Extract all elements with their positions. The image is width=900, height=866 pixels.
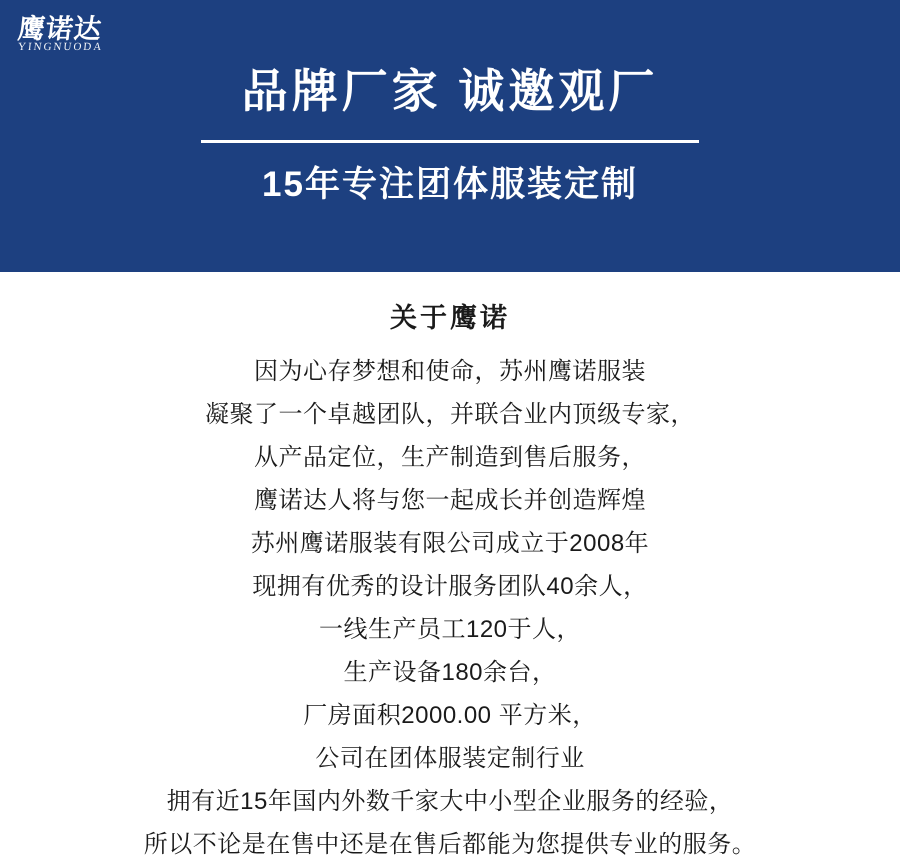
brand-logo-subtext: YINGNUODA [17,41,104,53]
about-line: 苏州鹰诺服装有限公司成立于2008年 [250,530,650,557]
about-line: 生产设备180余台， [343,659,557,686]
banner-subheadline: 15年专注团体服装定制 [262,165,638,204]
about-line: 厂房面积2000.00 平方米， [303,702,597,729]
banner-headline: 品牌厂家 诚邀观厂 [241,65,659,117]
about-line: 凝聚了一个卓越团队，并联合业内顶级专家， [205,401,695,428]
about-line: 所以不论是在售中还是在售后都能为您提供专业的服务。 [143,831,757,858]
about-line: 鹰诺达人将与您一起成长并创造辉煌 [254,487,646,514]
about-line: 一线生产员工120于人， [318,616,582,643]
about-line: 公司在团体服装定制行业 [315,745,585,772]
about-body [0,350,900,866]
banner-content [0,0,900,272]
about-section [0,272,900,866]
hero-banner [0,0,900,272]
banner-divider [201,140,699,143]
about-line: 从产品定位，生产制造到售后服务， [254,444,646,471]
about-line: 因为心存梦想和使命，苏州鹰诺服装 [254,358,646,385]
brand-logo-mark: 鹰诺达 [16,14,104,44]
about-title: 关于鹰诺 [390,303,510,333]
about-line: 现拥有优秀的设计服务团队40余人， [252,573,648,600]
about-line: 拥有近15年国内外数千家大中小型企业服务的经验， [166,788,734,815]
